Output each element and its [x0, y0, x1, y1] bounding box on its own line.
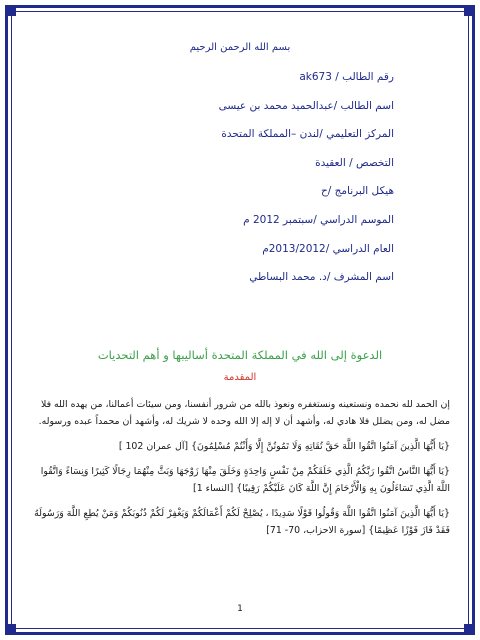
info-academic-year	[64, 242, 394, 271]
info-student-name	[64, 99, 394, 128]
info-label: الموسم الدراسي /	[313, 213, 394, 226]
info-student-number	[64, 70, 394, 99]
info-label: التخصص /	[345, 156, 394, 169]
info-label: اسم المشرف /	[326, 271, 394, 284]
info-value: لندن –المملكة المتحدة	[221, 128, 320, 141]
border-corner-ornament	[8, 624, 16, 632]
info-value: ak673	[299, 71, 332, 83]
info-value: 2013/2012م	[262, 242, 326, 255]
document-title: الدعوة إلى الله في المملكة المتحدة أساليبها و أهم التحديات	[97, 348, 383, 362]
info-value: العقيدة	[315, 156, 346, 169]
info-season	[64, 213, 394, 242]
student-info-block	[64, 70, 394, 299]
page-number: 1	[237, 604, 243, 614]
introduction-heading: المقدمة	[223, 372, 257, 383]
info-value: ح	[320, 185, 328, 198]
paragraph: {يَا أَيُّهَا النَّاسُ اتَّقُوا رَبَّكُمُ الَّذِي خَلَقَكُمْ مِنْ نَفْسٍ وَاحِدَةٍ وَخَلَقَ مِنْهَا زَوْجَهَا وَبَثَّ مِنْهُمَا رِجَالًا كَثِيرًا وَنِسَاءً وَاتَّقُوا اللَّهَ الَّذِي تَسَاءَلُونَ بِهِ وَالْأَرْحَامَ إِنَّ اللَّهَ كَانَ عَلَيْكُمْ رَقِيبًا} [النساء 1]	[40, 466, 450, 494]
info-value: عبدالحميد محمد بن عيسى	[218, 99, 334, 112]
info-label: المركز التعليمي /	[319, 128, 394, 141]
paragraph: {يَا أَيُّهَا الَّذِينَ آمَنُوا اتَّقُوا اللَّهَ حَقَّ تُقَاتِهِ وَلَا تَمُوتُنَّ إِلَّا وَأَنْتُمْ مُسْلِمُونَ} [آل عمران 102 ]	[118, 441, 450, 452]
paragraph: إن الحمد لله نحمده ونستعينه ونستغفره ونعوذ بالله من شرور أنفسنا، ومن سيئات أعمالنا، من يهده الله فلا مضل له، ومن يضلل فلا هادي له، وأشهد أن لا إله إلا الله وحده لا شريك له، وأشهد أن محمداً عبده ورسوله.	[38, 399, 450, 427]
info-center	[64, 127, 394, 156]
info-label: رقم الطالب /	[331, 71, 394, 83]
info-label: اسم الطالب /	[333, 99, 394, 112]
info-specialization	[64, 156, 394, 185]
info-value: د. محمد البساطي	[249, 271, 327, 284]
border-corner-ornament	[464, 8, 472, 16]
body-text	[28, 396, 450, 547]
border-corner-ornament	[464, 624, 472, 632]
info-value: سبتمبر 2012 م	[243, 213, 314, 226]
paragraph: {يَا أَيُّهَا الَّذِينَ آمَنُوا اتَّقُوا اللَّهَ وَقُولُوا قَوْلًا سَدِيدًا ، يُصْلِحْ لَكُمْ أَعْمَالَكُمْ وَيَغْفِرْ لَكُمْ ذُنُوبَكُمْ وَمَنْ يُطِعِ اللَّهَ وَرَسُولَهُ فَقَدْ فَازَ فَوْزًا عَظِيمًا} [سورة الاحزاب، 70- 71]	[34, 508, 450, 536]
document-page	[24, 30, 456, 620]
basmala: بسم الله الرحمن الرحيم	[189, 42, 291, 53]
info-label: العام الدراسي /	[325, 242, 394, 255]
info-supervisor	[64, 270, 394, 299]
info-label: هيكل البرنامج /	[327, 185, 394, 198]
border-corner-ornament	[8, 8, 16, 16]
info-program-structure	[64, 184, 394, 213]
